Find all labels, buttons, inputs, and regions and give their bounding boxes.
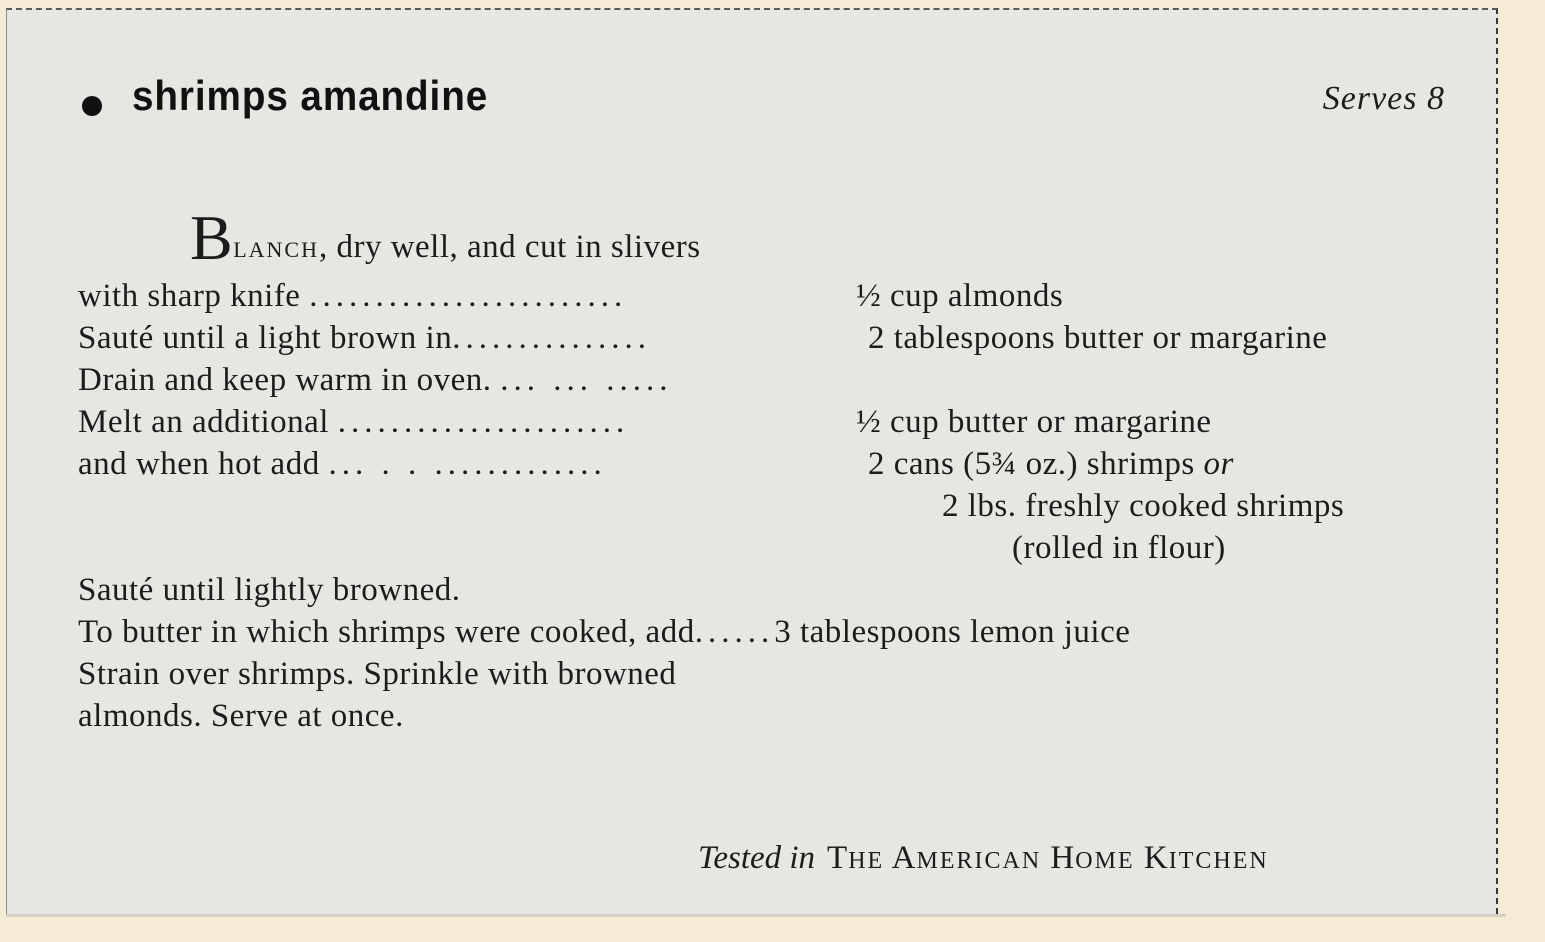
step-row — [78, 446, 607, 483]
amount-continuation: (rolled in flour) — [1012, 530, 1226, 566]
step-text: Drain and keep warm in oven. — [78, 362, 492, 398]
leader-dots: ...... — [694, 614, 775, 650]
step-row — [78, 320, 651, 357]
kitchen-smallcaps: ITCHEN — [1168, 848, 1269, 874]
step-amount-text: 2 cans (5¾ oz.) shrimps — [868, 446, 1195, 482]
amount-continuation: 2 lbs. freshly cooked shrimps — [942, 488, 1345, 524]
serves-label: Serves 8 — [1322, 80, 1445, 117]
step-row — [78, 614, 1130, 651]
step-amount: 3 tablespoons lemon juice — [774, 614, 1131, 650]
step-text: Sauté until a light brown in — [78, 320, 453, 356]
step-text: Melt an additional — [78, 404, 329, 440]
step-saute: Sauté until lightly browned. — [78, 572, 461, 608]
leader-dots: ............... — [452, 320, 651, 356]
leader-dots: ... ... ..... — [500, 362, 673, 398]
intro-rest: , dry well, and cut in slivers — [318, 229, 701, 265]
step-amount: 2 tablespoons butter or margarine — [868, 320, 1328, 356]
step-row — [78, 404, 629, 441]
step-text: and when hot add — [78, 446, 320, 482]
step-amount: ½ cup almonds — [856, 278, 1064, 314]
tested-in-label: Tested in — [698, 840, 816, 876]
step-row — [78, 362, 673, 399]
step-amount-or: or — [1203, 446, 1234, 482]
step-amount: ½ cup butter or margarine — [856, 404, 1212, 440]
bullet-icon — [82, 96, 102, 116]
kitchen-smallcaps: OME — [1075, 848, 1135, 874]
kitchen-cap: T — [827, 840, 849, 876]
kitchen-cap: A — [891, 840, 917, 876]
leader-dots: ........................ — [309, 278, 628, 314]
intro-smallcaps: LANCH — [233, 237, 319, 262]
step-row — [78, 278, 627, 315]
kitchen-cap: H — [1050, 840, 1076, 876]
drop-cap: B — [190, 202, 234, 273]
kitchen-smallcaps: HE — [848, 848, 885, 874]
leader-dots: ... . . ............. — [328, 446, 607, 482]
intro-line — [190, 202, 701, 273]
leader-dots: ...................... — [337, 404, 630, 440]
tested-footer — [698, 840, 1269, 877]
step-text: with sharp knife — [78, 278, 301, 314]
step-text: To butter in which shrimps were cooked, add — [78, 614, 695, 650]
step-strain: Strain over shrimps. Sprinkle with browned — [78, 656, 677, 692]
recipe-title: shrimps amandine — [132, 72, 489, 119]
kitchen-cap: K — [1143, 840, 1169, 876]
step-strain: almonds. Serve at once. — [78, 698, 404, 734]
kitchen-name — [827, 840, 1269, 876]
kitchen-smallcaps: MERICAN — [916, 848, 1042, 874]
card-edge — [6, 914, 1506, 917]
step-amount — [868, 446, 1234, 483]
